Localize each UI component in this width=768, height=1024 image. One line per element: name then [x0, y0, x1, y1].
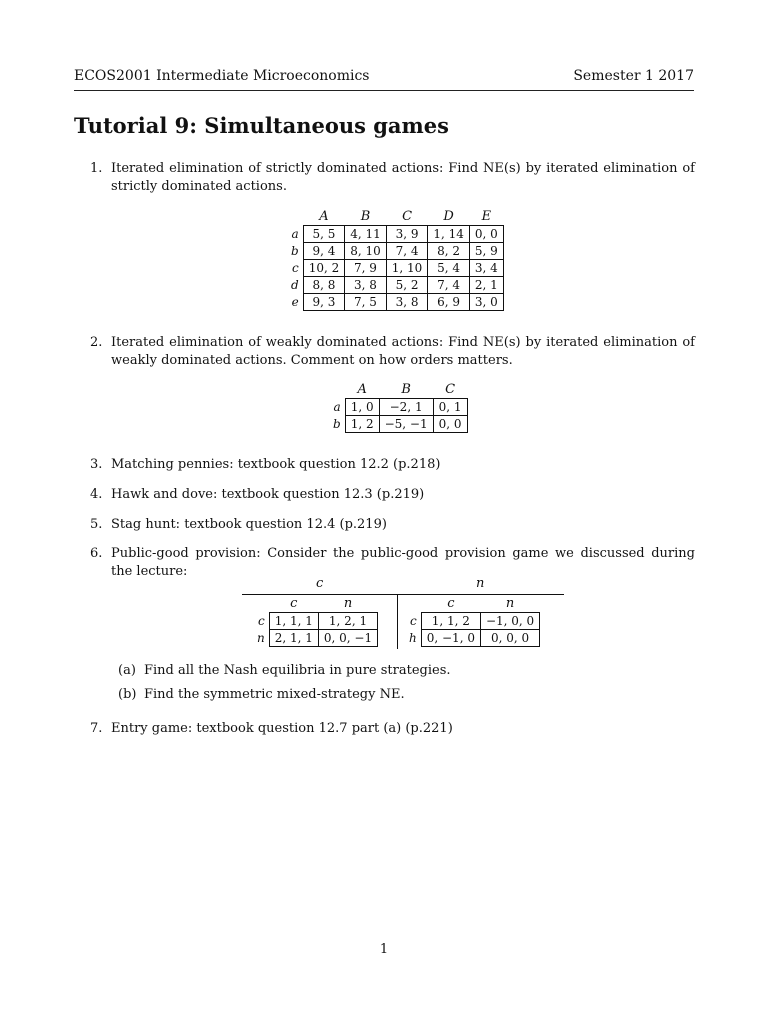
payoff-cell: 3, 0	[469, 294, 503, 311]
question-6	[90, 545, 695, 581]
subquestion-text: Find the symmetric mixed-strategy NE.	[144, 687, 405, 702]
row-header: h	[409, 631, 417, 645]
col-header: C	[445, 382, 456, 397]
table-row	[286, 260, 503, 277]
row-header: b	[291, 244, 299, 258]
payoff-cell: −5, −1	[379, 416, 433, 433]
question-2	[90, 334, 695, 370]
col-header: c	[290, 596, 298, 611]
question-number: 3.	[90, 457, 103, 472]
question-number: 5.	[90, 517, 103, 532]
col-header: E	[481, 209, 492, 224]
subquestion-a	[118, 662, 451, 680]
payoff-cell: 10, 2	[303, 260, 345, 277]
row-header: c	[258, 614, 265, 628]
payoff-cell: 0, 1	[433, 399, 467, 416]
payoff-cell: 9, 4	[303, 243, 345, 260]
table-row	[328, 416, 467, 433]
col-header: n	[343, 596, 353, 611]
payoff-cell: 5, 2	[386, 277, 428, 294]
subquestion-text: Find all the Nash equilibria in pure strategies.	[144, 663, 451, 678]
player3-strategy-label: c	[316, 576, 324, 591]
subquestion-number: (a)	[118, 663, 136, 678]
page-header	[74, 68, 694, 91]
payoff-matrix-3-left	[252, 596, 378, 647]
payoff-cell: 7, 5	[345, 294, 387, 311]
table-row	[286, 277, 503, 294]
question-text: Public-good provision: Consider the public-good provision game we discussed during the lecture:	[111, 546, 695, 579]
col-header: A	[357, 382, 367, 397]
row-header: c	[291, 261, 299, 275]
payoff-matrix-1	[286, 209, 504, 311]
table-row	[286, 294, 503, 311]
table-row	[286, 226, 503, 243]
payoff-cell: 3, 8	[386, 294, 428, 311]
question-text: Matching pennies: textbook question 12.2 (p.218)	[111, 457, 441, 472]
row-header: a	[333, 400, 341, 414]
course-title: ECOS2001 Intermediate Microeconomics	[74, 68, 370, 84]
payoff-cell: 2, 1, 1	[269, 630, 318, 647]
payoff-matrix-3-right	[404, 596, 540, 647]
table-row	[252, 630, 378, 647]
payoff-cell: 8, 10	[345, 243, 387, 260]
row-header: n	[257, 631, 265, 645]
payoff-matrix-2	[328, 382, 468, 433]
question-1	[90, 160, 695, 196]
player3-strategy-label: n	[476, 576, 485, 591]
table-row	[404, 613, 540, 630]
payoff-cell: 3, 4	[469, 260, 503, 277]
payoff-cell: 9, 3	[303, 294, 345, 311]
row-header: d	[291, 278, 299, 292]
payoff-cell: 3, 8	[345, 277, 387, 294]
col-header: B	[401, 382, 411, 397]
payoff-cell: 5, 9	[469, 243, 503, 260]
question-number: 6.	[90, 546, 103, 561]
question-number: 7.	[90, 721, 103, 736]
payoff-cell: 1, 0	[345, 399, 379, 416]
subquestion-number: (b)	[118, 687, 137, 702]
payoff-cell: 7, 4	[386, 243, 428, 260]
question-7	[90, 720, 695, 738]
table-row	[404, 630, 540, 647]
subquestion-b	[118, 686, 405, 704]
payoff-cell: 3, 9	[386, 226, 428, 243]
question-number: 1.	[90, 161, 103, 176]
question-text: Iterated elimination of strictly dominated actions: Find NE(s) by iterated elimination of strictly dominated actions.	[111, 161, 695, 194]
payoff-cell: 1, 10	[386, 260, 428, 277]
row-header: e	[291, 295, 299, 309]
table-row	[252, 613, 378, 630]
question-text: Entry game: textbook question 12.7 part (a) (p.221)	[111, 721, 453, 736]
payoff-cell: 1, 14	[428, 226, 470, 243]
col-header: D	[443, 209, 454, 224]
question-text: Hawk and dove: textbook question 12.3 (p.219)	[111, 487, 425, 502]
payoff-cell: 6, 9	[428, 294, 470, 311]
payoff-cell: 7, 4	[428, 277, 470, 294]
question-text: Iterated elimination of weakly dominated actions: Find NE(s) by iterated elimination of weakly dominated actions. Comment on how orders matters.	[111, 335, 695, 368]
divider	[242, 594, 564, 595]
payoff-cell: 1, 2	[345, 416, 379, 433]
payoff-cell: 0, 0, −1	[318, 630, 377, 647]
table-row	[286, 243, 503, 260]
payoff-cell: 2, 1	[469, 277, 503, 294]
payoff-cell: 7, 9	[345, 260, 387, 277]
question-4	[90, 486, 695, 504]
page-title: Tutorial 9: Simultaneous games	[74, 113, 449, 138]
payoff-cell: 0, −1, 0	[421, 630, 480, 647]
payoff-cell: 5, 5	[303, 226, 345, 243]
payoff-cell: 0, 0	[469, 226, 503, 243]
question-number: 4.	[90, 487, 103, 502]
payoff-cell: 8, 8	[303, 277, 345, 294]
table-row	[328, 399, 467, 416]
row-header: a	[291, 227, 299, 241]
payoff-cell: −2, 1	[379, 399, 433, 416]
payoff-cell: 0, 0	[433, 416, 467, 433]
page-number: 1	[379, 942, 389, 957]
divider	[397, 594, 398, 649]
payoff-cell: 1, 1, 2	[421, 613, 480, 630]
col-header: n	[505, 596, 515, 611]
row-header: b	[333, 417, 341, 431]
payoff-cell: 4, 11	[345, 226, 387, 243]
question-text: Stag hunt: textbook question 12.4 (p.219)	[111, 517, 387, 532]
semester-label: Semester 1 2017	[573, 68, 694, 84]
payoff-cell: 8, 2	[428, 243, 470, 260]
payoff-cell: 5, 4	[428, 260, 470, 277]
payoff-cell: −1, 0, 0	[480, 613, 539, 630]
payoff-cell: 0, 0, 0	[480, 630, 539, 647]
row-header: c	[410, 614, 417, 628]
question-5	[90, 516, 695, 534]
question-number: 2.	[90, 335, 103, 350]
question-3	[90, 456, 695, 474]
col-header: c	[447, 596, 455, 611]
payoff-cell: 1, 2, 1	[318, 613, 377, 630]
payoff-cell: 1, 1, 1	[269, 613, 318, 630]
col-header: A	[319, 209, 329, 224]
col-header: B	[360, 209, 371, 224]
col-header: C	[402, 209, 413, 224]
